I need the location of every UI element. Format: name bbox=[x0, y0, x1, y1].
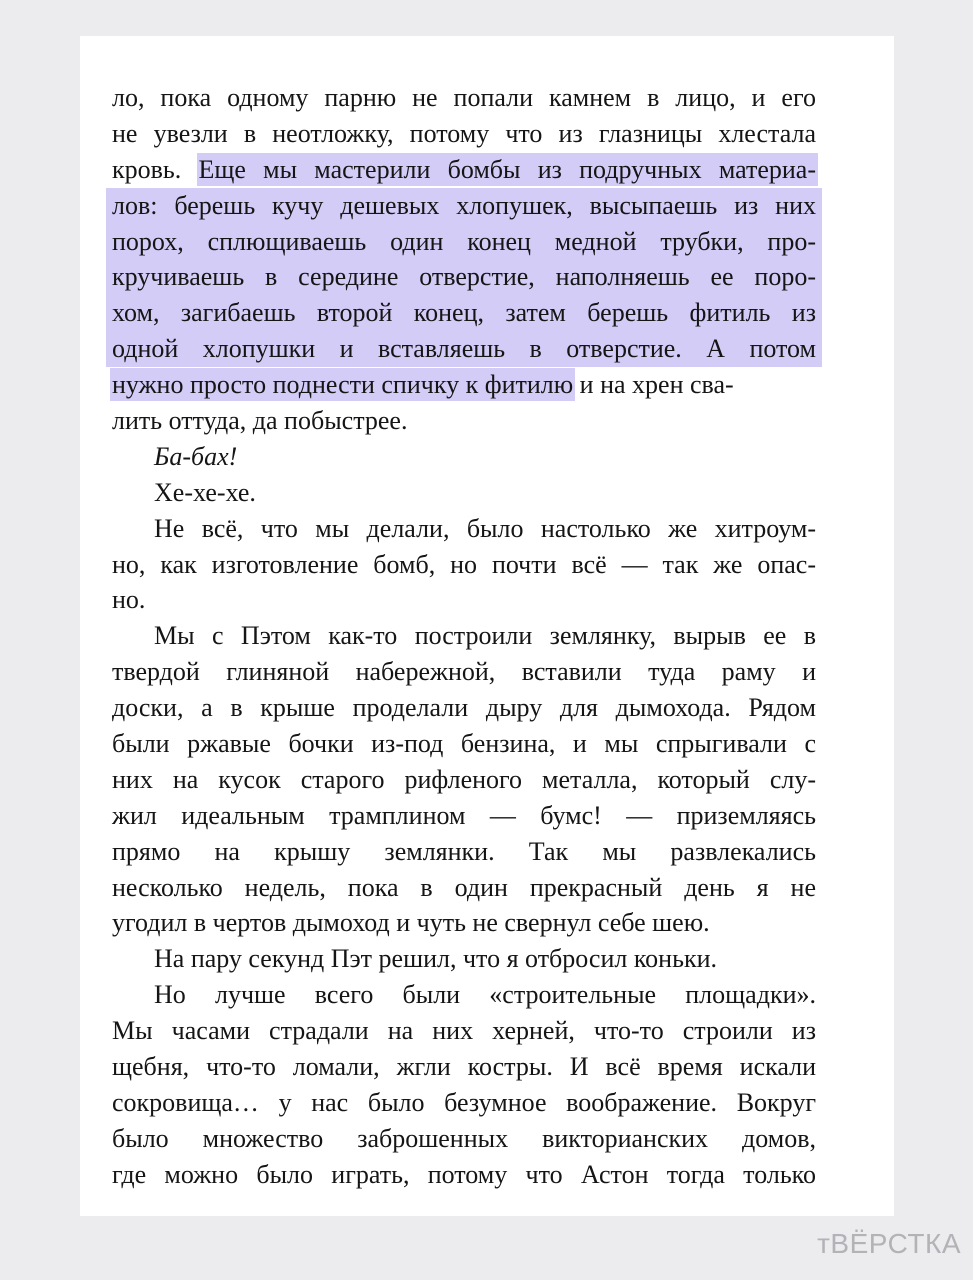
text-line: где можно было играть, потому что Астон тогда только bbox=[112, 1159, 816, 1189]
highlighted-line[interactable]: хом, загибаешь второй конец, затем берешь фитиль из bbox=[106, 295, 822, 331]
text-line: На пару секунд Пэт решил, что я отбросил коньки. bbox=[154, 944, 717, 974]
text-line: сокровища… у нас было безумное воображение. Вокруг bbox=[112, 1087, 816, 1117]
highlighted-line[interactable]: лов: берешь кучу дешевых хлопушек, высыпаешь из них bbox=[106, 188, 822, 224]
highlighted-line[interactable]: порох, сплющиваешь один конец медной трубки, про- bbox=[106, 224, 822, 260]
text-line: но, как изготовление бомб, но почти всё — так же опас- bbox=[112, 549, 816, 579]
highlighted-line[interactable]: одной хлопушки и вставляешь в отверстие. А потом bbox=[106, 331, 822, 367]
watermark-logo: тВЁРСТКА bbox=[817, 1228, 961, 1259]
text-fragment: кровь. bbox=[112, 154, 182, 184]
text-line bbox=[112, 152, 816, 188]
text-line: прямо на крышу землянки. Так мы развлекались bbox=[112, 836, 816, 866]
text-line: Мы с Пэтом как-то построили землянку, вырыв ее в bbox=[154, 621, 816, 651]
text-line: угодил в чертов дымоход и чуть не свернул себе шею. bbox=[112, 908, 710, 938]
text-line: твердой глиняной набережной, вставили туда раму и bbox=[112, 657, 816, 687]
text-line: были ржавые бочки из-под бензина, и мы спрыгивали с bbox=[112, 729, 816, 759]
text-line: Не всё, что мы делали, было настолько же хитроум- bbox=[154, 513, 816, 543]
highlighted-text[interactable]: Еще мы мастерили бомбы из подручных материа- bbox=[198, 154, 816, 184]
text-line: было множество заброшенных викторианских домов, bbox=[112, 1123, 816, 1153]
text-line: но. bbox=[112, 585, 146, 615]
text-line: щебня, что-то ломали, жгли костры. И всё время искали bbox=[112, 1052, 816, 1082]
highlighted-line[interactable]: кручиваешь в середине отверстие, наполняешь ее поро- bbox=[106, 259, 822, 295]
text-line: не увезли в неотложку, потому что из глазницы хлестала bbox=[112, 118, 816, 148]
text-line: лить оттуда, да побыстрее. bbox=[112, 406, 408, 436]
text-line: них на кусок старого рифленого металла, который слу- bbox=[112, 764, 816, 794]
text-line: Но лучше всего были «строительные площадки». bbox=[154, 980, 816, 1010]
page-text bbox=[112, 80, 816, 1193]
text-line: жил идеальным трамплином — бумс! — приземляясь bbox=[112, 800, 816, 830]
highlighted-text[interactable]: нужно просто поднести спичку к фитилю bbox=[112, 370, 574, 400]
text-line bbox=[112, 367, 816, 403]
text-line: несколько недель, пока в один прекрасный день я не bbox=[112, 872, 816, 902]
text-line: Хе-хе-хе. bbox=[154, 477, 256, 507]
text-line: Мы часами страдали на них херней, что-то строили из bbox=[112, 1016, 816, 1046]
text-line: доски, а в крыше проделали дыру для дымохода. Рядом bbox=[112, 693, 816, 723]
text-line: ло, пока одному парню не попали камнем в лицо, и его bbox=[112, 83, 816, 112]
text-line: Ба-бах! bbox=[154, 441, 238, 471]
text-fragment: и на хрен сва- bbox=[579, 370, 734, 400]
